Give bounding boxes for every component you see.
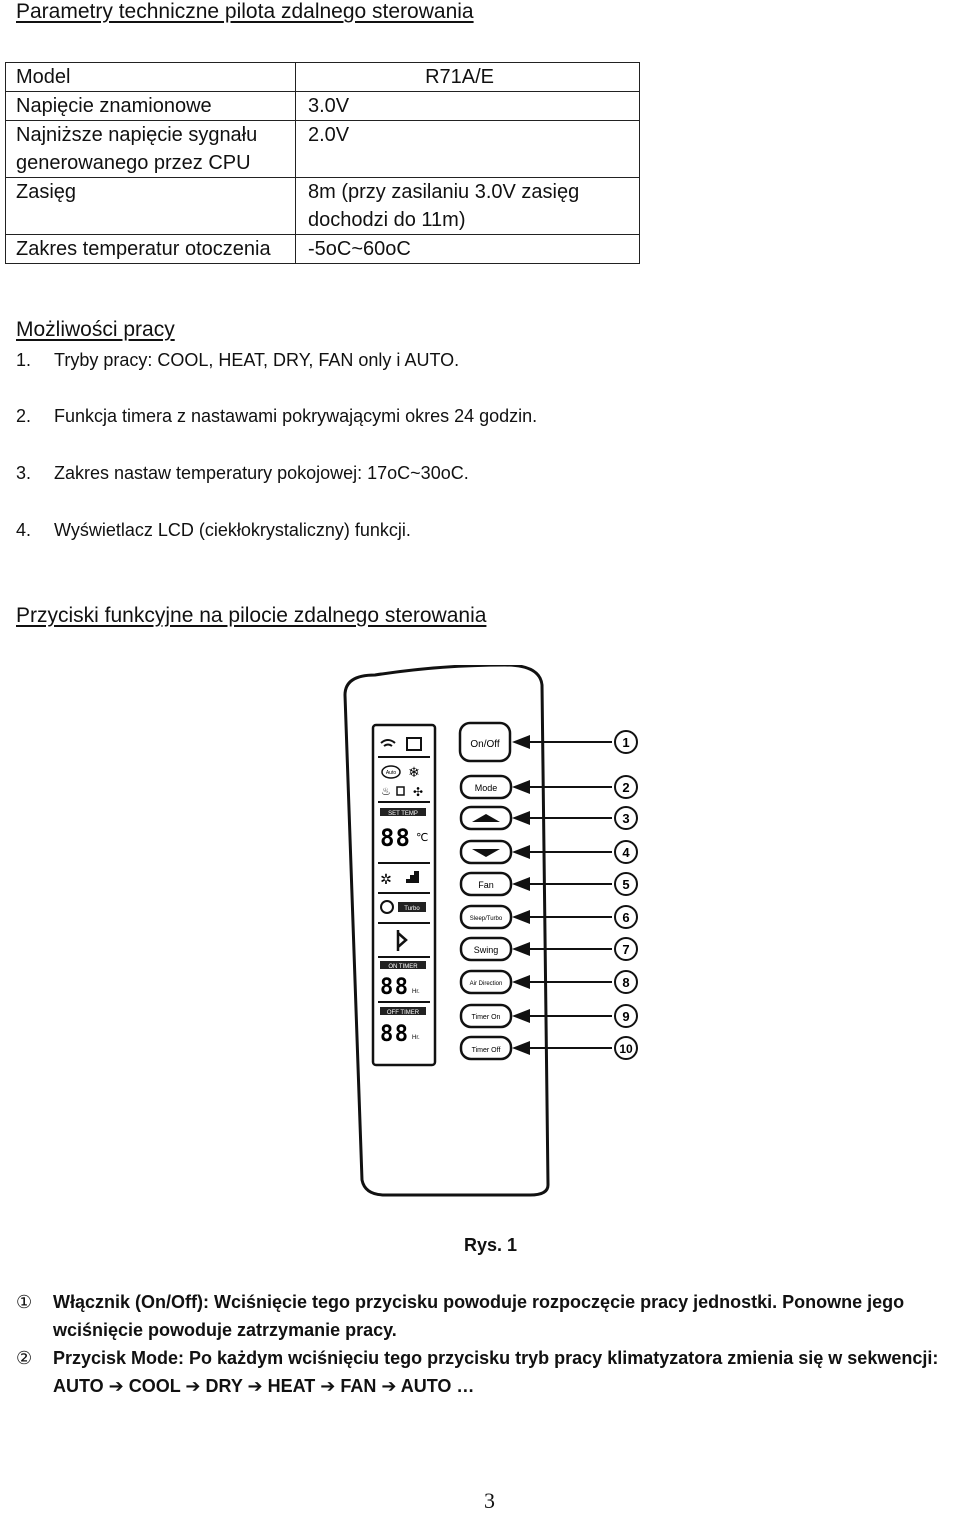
callout-number: 5 xyxy=(622,877,630,892)
list-number: 4. xyxy=(16,520,32,540)
spec-label: Zakres temperatur otoczenia xyxy=(6,235,296,264)
spec-value-cont: dochodzi do 11m) xyxy=(308,209,466,231)
mode-button[interactable] xyxy=(461,776,511,798)
timer-off-button[interactable] xyxy=(461,1037,511,1059)
lcd-set-temp-label: SET TEMP xyxy=(388,811,418,817)
lcd-hr-label: Hr. xyxy=(412,1035,420,1041)
lcd-hr-label: Hr. xyxy=(412,989,420,995)
lcd-auto-label: Auto xyxy=(385,770,397,776)
snowflake-icon: ❄ xyxy=(408,765,420,781)
dry-icon: ♨ xyxy=(381,785,391,798)
celsius-icon: ℃ xyxy=(416,831,429,844)
description-text: Włącznik (On/Off): Wciśnięcie tego przycisku powoduje rozpoczęcie pracy jednostki. Ponowne jego wciśnięcie powoduje zatrzymanie pracy. xyxy=(53,1292,905,1340)
page-title: Parametry techniczne pilota zdalnego sterowania xyxy=(16,0,474,23)
list-text: Tryby pracy: COOL, HEAT, DRY, FAN only i AUTO. xyxy=(54,350,460,370)
spec-label-cont: generowanego przez CPU xyxy=(16,152,251,174)
lcd-turbo-label: Turbo xyxy=(404,906,420,912)
description-text: Przycisk Mode: Po każdym wciśnięciu tego przycisku tryb pracy klimatyzatora zmienia się w sekwencji: AUTO ➔ COOL ➔ DRY ➔ HEAT ➔ FAN ➔ AUTO … xyxy=(53,1348,939,1396)
list-number: 2. xyxy=(16,406,32,426)
lcd-timer-digits: 88 xyxy=(380,1022,408,1047)
on-off-button[interactable] xyxy=(460,723,510,761)
list-number: 1. xyxy=(16,350,32,370)
lcd-off-timer-label: OFF TIMER xyxy=(386,1010,420,1016)
lcd-timer-digits: 88 xyxy=(380,975,408,1000)
spec-label: Najniższe napięcie sygnału xyxy=(16,124,258,146)
callout-number: 4 xyxy=(622,845,630,860)
spec-value: R71A/E xyxy=(425,66,494,88)
circled-number: ② xyxy=(16,1348,33,1368)
list-number: 3. xyxy=(16,463,32,483)
list-item xyxy=(16,350,459,371)
button-label: On/Off xyxy=(470,739,500,750)
remote-control-diagram xyxy=(340,665,660,1200)
button-label: Sleep/Turbo xyxy=(469,916,503,922)
figure-caption: Rys. 1 xyxy=(464,1235,518,1255)
table-row xyxy=(6,235,640,264)
swing-button[interactable] xyxy=(461,938,511,960)
callout-number: 7 xyxy=(622,942,630,957)
spec-label: Zasięg xyxy=(6,178,296,235)
spec-value: 8m (przy zasilaniu 3.0V zasięg xyxy=(308,181,580,203)
callout-number: 1 xyxy=(622,735,630,750)
callout-number: 6 xyxy=(622,910,630,925)
air-direction-button[interactable] xyxy=(461,971,511,993)
spec-value: 2.0V xyxy=(296,121,640,178)
list-item xyxy=(16,406,537,427)
temp-up-button[interactable] xyxy=(461,807,511,829)
callout-number: 2 xyxy=(622,780,630,795)
list-item xyxy=(16,520,411,541)
list-text: Funkcja timera z nastawami pokrywającymi okres 24 godzin. xyxy=(54,406,538,426)
button-label: Mode xyxy=(474,783,498,793)
spec-label: Napięcie znamionowe xyxy=(6,92,296,121)
callout-number: 10 xyxy=(619,1042,633,1056)
circled-number: ① xyxy=(16,1292,33,1312)
spec-value: -5oC~60oC xyxy=(296,235,640,264)
callout-number: 8 xyxy=(622,975,630,990)
button-label: Timer On xyxy=(471,1014,501,1021)
page-number: 3 xyxy=(484,1488,495,1513)
lcd-temp-digits: 88 xyxy=(380,824,410,852)
table-row xyxy=(6,63,640,92)
description-item xyxy=(16,1288,960,1344)
table-row xyxy=(6,178,640,235)
fan-button[interactable] xyxy=(461,873,511,895)
section-heading-buttons: Przyciski funkcyjne na pilocie zdalnego sterowania xyxy=(16,604,487,627)
button-label: Air Direction xyxy=(469,981,503,987)
fan-icon: ✣ xyxy=(412,785,424,799)
button-label: Swing xyxy=(473,945,499,955)
spec-value: 3.0V xyxy=(296,92,640,121)
callout-number: 3 xyxy=(622,811,630,826)
table-row xyxy=(6,92,640,121)
fan-speed-icon: ✲ xyxy=(380,872,392,888)
section-heading-features: Możliwości pracy xyxy=(16,318,175,341)
spec-label: Model xyxy=(6,63,296,92)
list-text: Wyświetlacz LCD (ciekłokrystaliczny) funkcji. xyxy=(54,520,411,540)
table-row xyxy=(6,121,640,178)
temp-down-button[interactable] xyxy=(461,841,511,863)
sleep-turbo-button[interactable] xyxy=(461,906,511,928)
timer-on-button[interactable] xyxy=(461,1005,511,1027)
button-label: Fan xyxy=(478,880,494,890)
callout-number: 9 xyxy=(622,1009,630,1024)
list-item xyxy=(16,463,469,484)
button-label: Timer Off xyxy=(471,1047,501,1054)
lcd-on-timer-label: ON TIMER xyxy=(388,964,418,970)
description-item xyxy=(16,1344,960,1400)
spec-table xyxy=(5,62,640,264)
list-text: Zakres nastaw temperatury pokojowej: 17oC~30oC. xyxy=(54,463,469,483)
